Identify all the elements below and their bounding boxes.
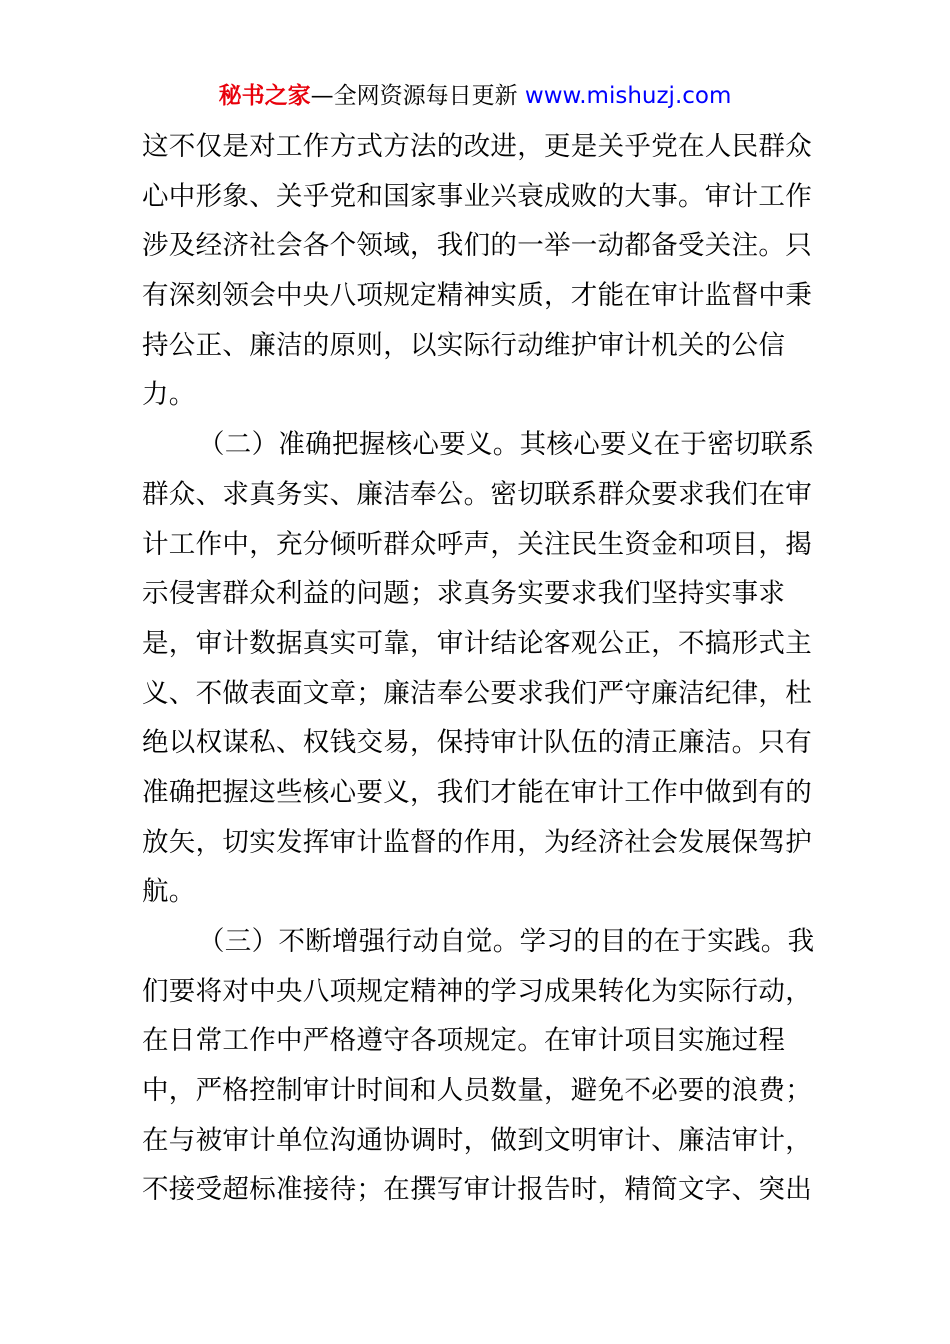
text-line: 放矢，切实发挥审计监督的作用，为经济社会发展保驾护 [142,826,812,858]
text-line: 准确把握这些核心要义，我们才能在审计工作中做到有的 [142,776,812,808]
text-line: 有深刻领会中央八项规定精神实质，才能在审计监督中秉 [142,280,812,312]
text-line: 持公正、廉洁的原则，以实际行动维护审计机关的公信 [142,329,786,361]
text-line: 在日常工作中严格遵守各项规定。在审计项目实施过程 [142,1025,786,1057]
site-header [0,80,950,112]
text-line: 力。 [142,379,196,411]
text-line: 心中形象、关乎党和国家事业兴衰成败的大事。审计工作 [142,180,812,212]
text-line: 航。 [142,876,196,908]
text-line: 群众、求真务实、廉洁奉公。密切联系群众要求我们在审 [142,478,812,510]
text-line: 示侵害群众利益的问题；求真务实要求我们坚持实事求 [142,578,786,610]
text-line: 在与被审计单位沟通协调时，做到文明审计、廉洁审计， [142,1124,812,1156]
text-line: 中，严格控制审计时间和人员数量，避免不必要的浪费； [142,1075,812,1107]
site-tagline: —全网资源每日更新 [310,83,525,109]
text-line: 这不仅是对工作方式方法的改进，更是关乎党在人民群众 [142,131,812,162]
section-heading-line: （二）准确把握核心要义。其核心要义在于密切联系 [198,429,815,461]
site-url-link[interactable]: www.mishuzj.com [524,83,732,109]
text-line: 不接受超标准接待；在撰写审计报告时，精简文字、突出 [142,1174,812,1206]
section-heading-line: （三）不断增强行动自觉。学习的目的在于实践。我 [198,926,815,957]
text-line: 是，审计数据真实可靠，审计结论客观公正，不搞形式主 [142,627,812,659]
text-line: 绝以权谋私、权钱交易，保持审计队伍的清正廉洁。只有 [142,727,812,759]
site-brand: 秘书之家 [218,83,311,109]
text-line: 们要将对中央八项规定精神的学习成果转化为实际行动， [142,975,812,1007]
text-line: 涉及经济社会各个领域，我们的一举一动都备受关注。只 [142,230,812,262]
text-line: 义、不做表面文章；廉洁奉公要求我们严守廉洁纪律，杜 [142,677,812,709]
text-line: 计工作中，充分倾听群众呼声，关注民生资金和项目，揭 [142,528,812,560]
document-body [142,122,815,1215]
